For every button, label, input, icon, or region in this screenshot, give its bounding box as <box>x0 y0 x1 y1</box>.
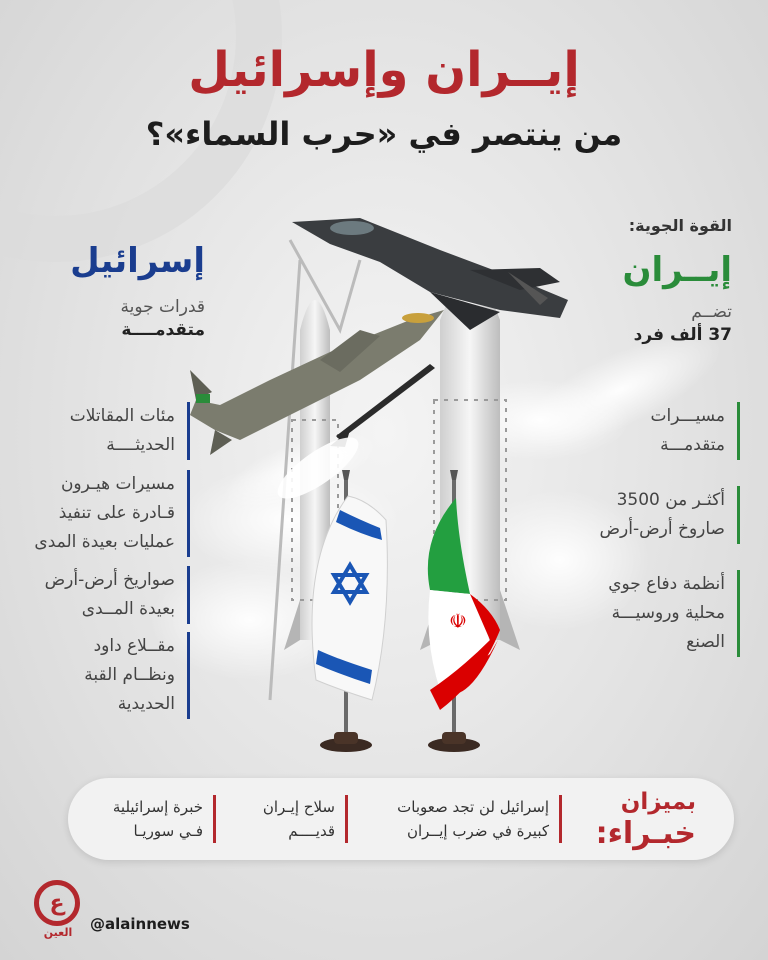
israel-item-heron-line-2: قـادرة على تنفيذ <box>58 503 175 523</box>
verdict-item-2-line-2: قديــــم <box>288 822 335 840</box>
israel-item-missiles-line-2: بعيدة المــدى <box>81 599 175 619</box>
verdict-item-syria-experience <box>93 795 216 843</box>
verdict-title-line-1: بميزان <box>620 789 696 815</box>
verdict-item-iran-weapons <box>235 795 348 843</box>
iran-header <box>557 216 732 345</box>
iran-item-missiles-line-2: صاروخ أرض-أرض <box>599 519 725 539</box>
israel-item-heron-line-1: مسيرات هيـرون <box>60 474 175 494</box>
israel-item-heron-line-3: عمليات بعيدة المدى <box>34 532 175 552</box>
iran-item-missiles <box>585 486 740 544</box>
iran-air-power-line-1: تضــم <box>691 302 732 322</box>
israel-name: إسرائيل <box>70 241 205 281</box>
verdict-item-2-line-1: سلاح إيـران <box>262 798 335 816</box>
experts-verdict-bar <box>68 778 734 860</box>
israel-item-missiles <box>15 566 190 624</box>
israel-item-fighters <box>15 402 190 460</box>
iran-item-air-defense <box>585 570 740 657</box>
israel-item-air-defense-line-2: ونظــام القبة <box>84 665 175 685</box>
page-title: إيــران وإسرائيل <box>188 42 580 98</box>
verdict-item-1-line-1: إسرائيل لن تجد صعوبات <box>397 798 549 816</box>
iran-item-drones <box>585 402 740 460</box>
iran-name: إيــران <box>622 250 732 290</box>
israel-item-fighters-line-2: الحديثــــة <box>106 435 175 455</box>
israel-item-air-defense-line-3: الحديدية <box>117 694 175 714</box>
israel-header <box>30 240 205 340</box>
page-subtitle: من ينتصر في «حرب السماء»؟ <box>145 115 623 153</box>
social-handle[interactable]: @alainnews <box>90 915 190 933</box>
svg-text:☫: ☫ <box>449 609 467 633</box>
section-label: القوة الجوية: <box>628 216 732 235</box>
stealth-jet <box>292 218 568 330</box>
israel-item-missiles-line-1: صواريخ أرض-أرض <box>44 570 175 590</box>
verdict-item-3-line-1: خبرة إسرائيلية <box>112 798 203 816</box>
iran-item-air-defense-line-3: الصنع <box>686 632 725 652</box>
verdict-item-israel-strike <box>369 795 562 843</box>
israel-item-fighters-line-1: مئات المقاتلات <box>69 406 175 426</box>
iran-item-air-defense-line-2: محلية وروسيـــة <box>611 603 725 623</box>
israel-air-power-line-1: قدرات جوية <box>120 297 205 317</box>
israel-item-air-defense-line-1: مقــلاع داود <box>93 636 175 656</box>
israel-item-heron <box>15 470 190 557</box>
iran-air-power-line-2: 37 ألف فرد <box>633 325 732 345</box>
iran-item-drones-line-2: متقدمـــة <box>660 435 725 455</box>
iran-item-drones-line-1: مسيـــرات <box>650 406 725 426</box>
iran-item-air-defense-line-1: أنظمة دفاع جوي <box>608 574 725 594</box>
verdict-title-line-2: خبـراء: <box>595 816 696 851</box>
verdict-title <box>576 786 696 850</box>
israel-item-air-defense <box>15 632 190 719</box>
verdict-item-3-line-2: فـي سوريـا <box>133 822 203 840</box>
iran-item-missiles-line-1: أكثـر من 3500 <box>616 490 725 510</box>
brand-logo-icon: ع <box>34 880 80 926</box>
verdict-item-1-line-2: كبيرة في ضرب إيــران <box>406 822 549 840</box>
israel-air-power-line-2: متقدمــــة <box>121 320 205 340</box>
brand-logo-name: العين <box>43 926 73 939</box>
